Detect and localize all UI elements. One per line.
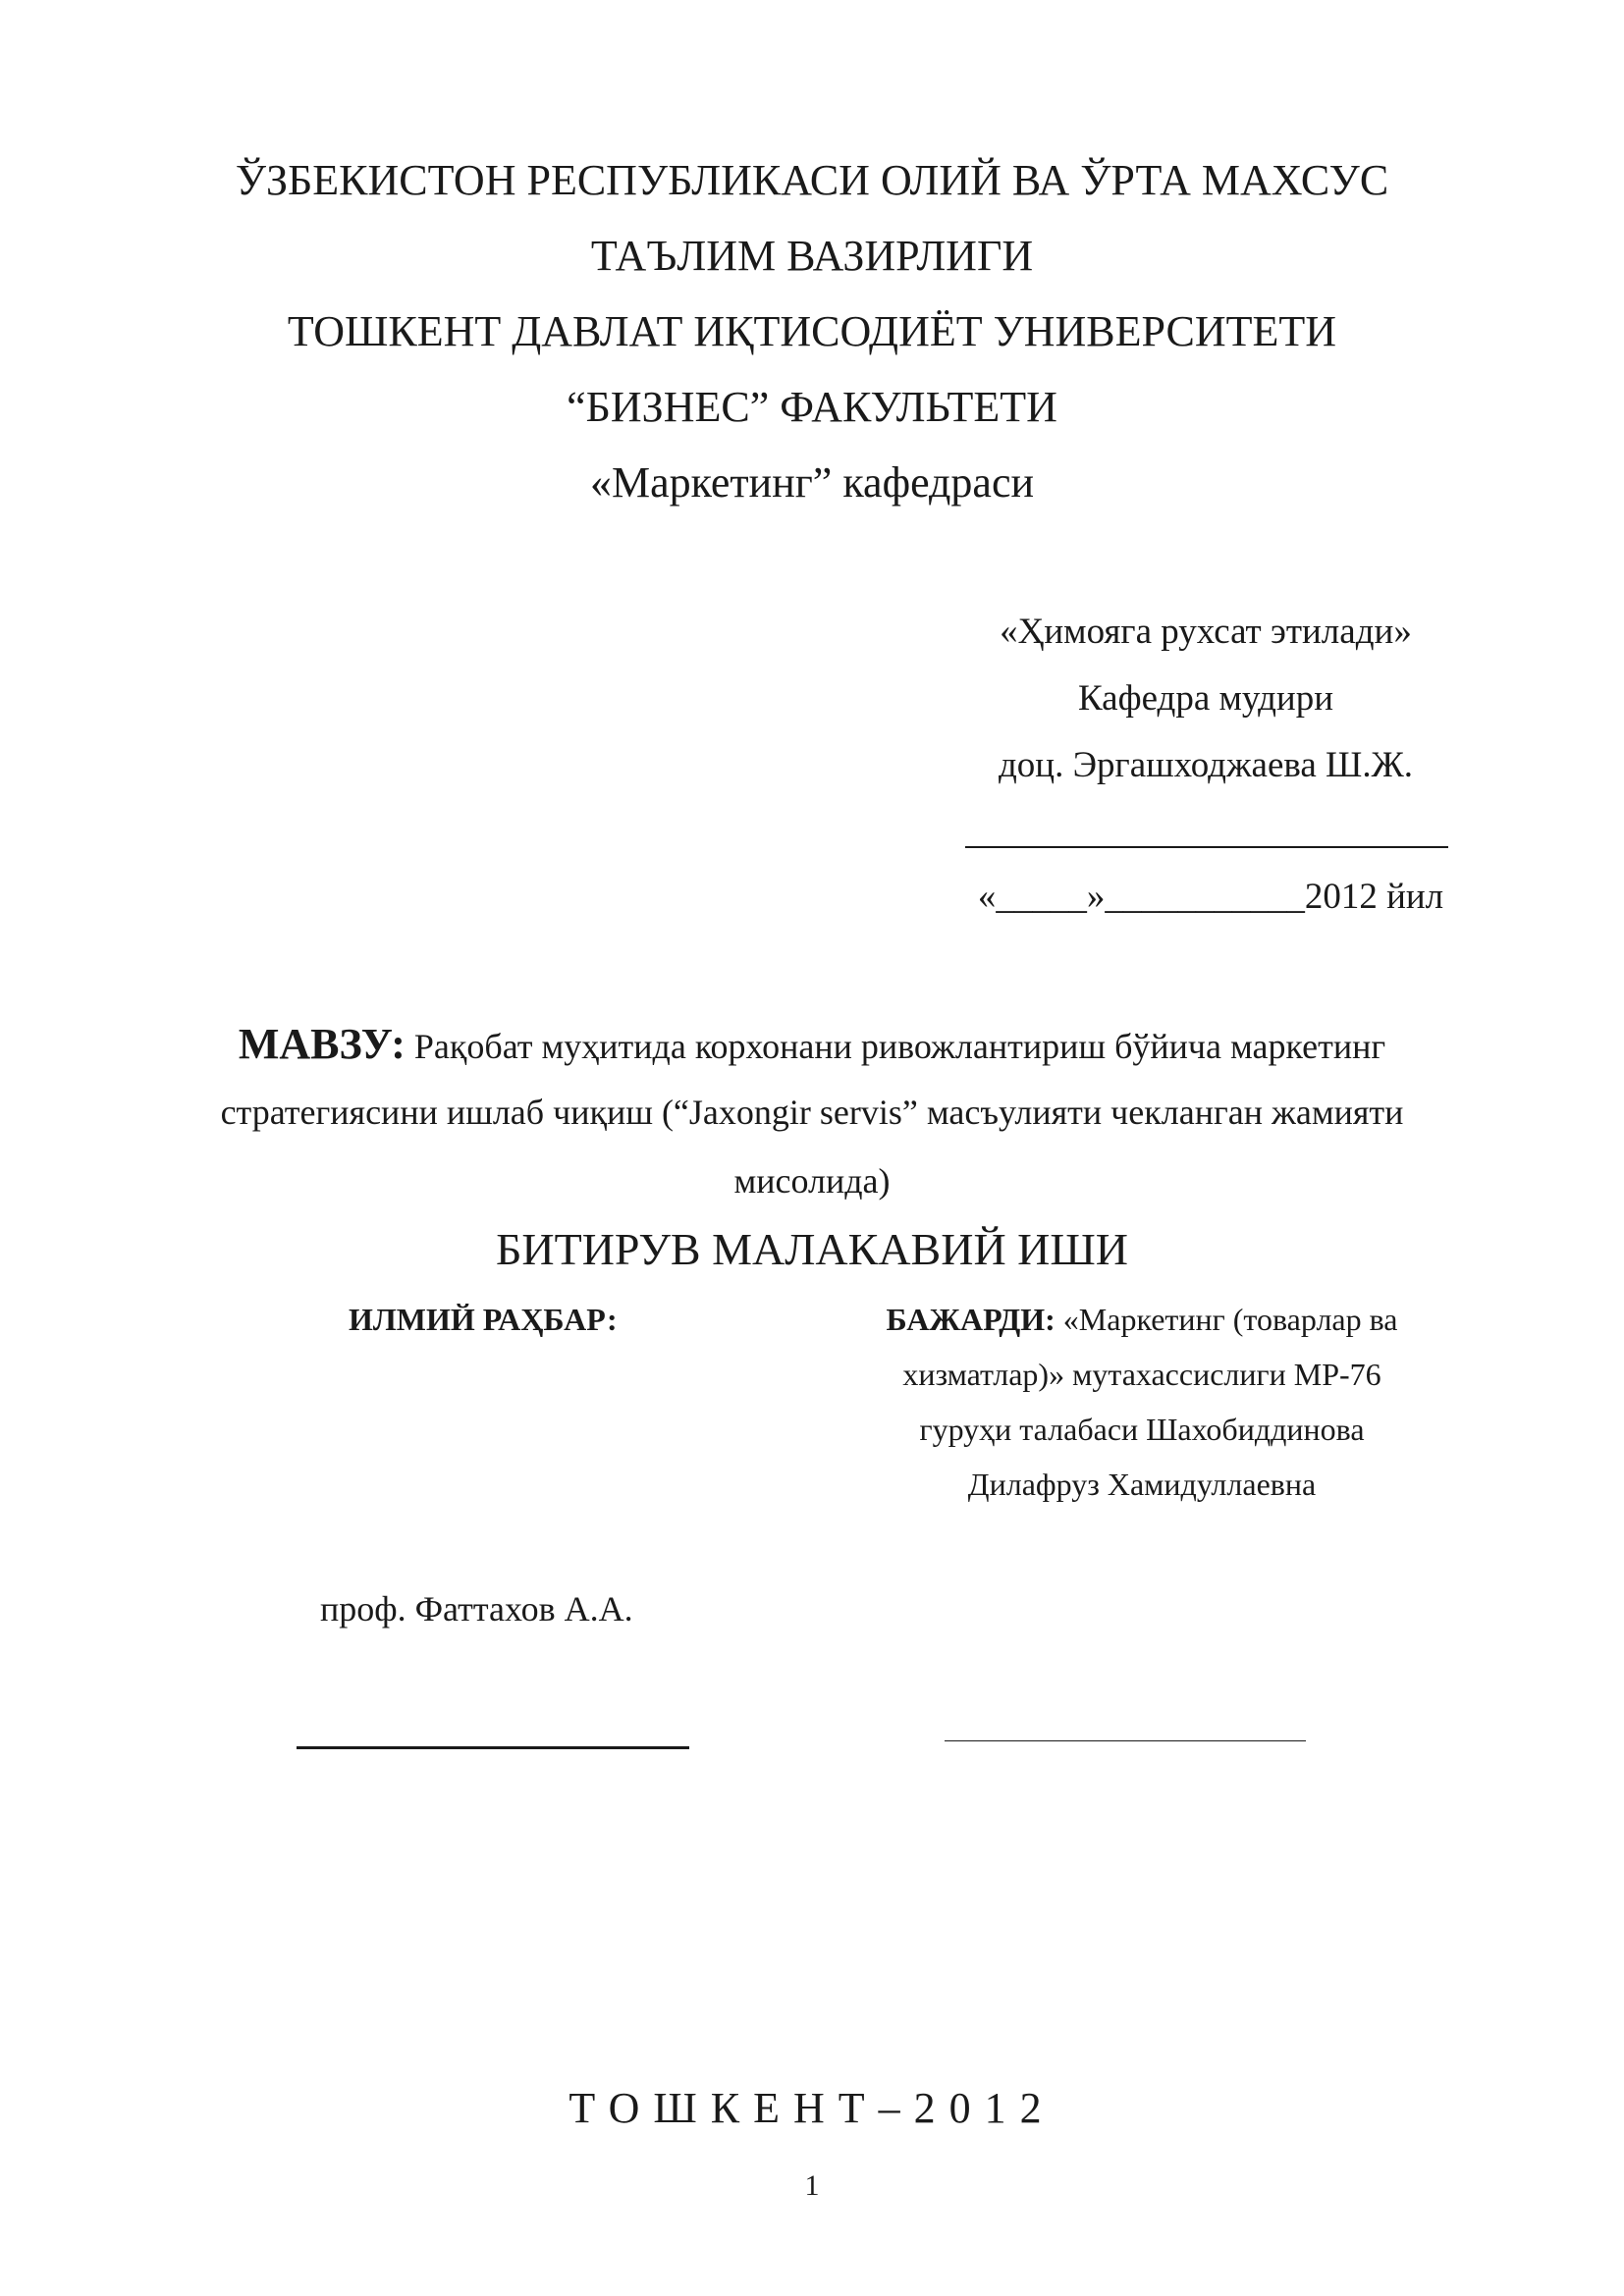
page-number: 1	[804, 2169, 820, 2202]
ministry-line-1: ЎЗБЕКИСТОН РЕСПУБЛИКАСИ ОЛИЙ ВА ЎРТА МАХСУС	[235, 156, 1389, 204]
supervisor-label: ИЛМИЙ РАҲБАР:	[349, 1302, 618, 1337]
topic-line-3: мисолида)	[733, 1161, 891, 1201]
student-text-1: «Маркетинг (товарлар ва	[1055, 1302, 1398, 1337]
city-year: ТОШКЕНТ–2012	[568, 2084, 1056, 2132]
student-line-4: Дилафруз Хамидуллаевна	[967, 1467, 1317, 1502]
approval-permission: «Ҳимояга рухсат этилади»	[1000, 612, 1412, 652]
supervisor-signature-line	[297, 1746, 689, 1749]
student-label: БАЖАРДИ:	[886, 1302, 1056, 1337]
department-name: «Маркетинг” кафедраси	[589, 458, 1035, 507]
approval-date: «_____»___________2012 йил	[977, 877, 1444, 917]
ministry-line-2: ТАЪЛИМ ВАЗИРЛИГИ	[590, 232, 1034, 280]
student-line-1	[833, 1302, 1451, 1338]
student-signature-line	[945, 1740, 1306, 1741]
topic-label: МАВЗУ:	[238, 1020, 406, 1068]
approval-department-head: Кафедра мудири	[1077, 678, 1334, 719]
approval-signature-line	[965, 846, 1448, 848]
topic-line-1	[0, 1019, 1624, 1069]
university-name: ТОШКЕНТ ДАВЛАТ ИҚТИСОДИЁТ УНИВЕРСИТЕТИ	[287, 307, 1337, 355]
faculty-name: “БИЗНЕС” ФАКУЛЬТЕТИ	[567, 383, 1057, 431]
work-title: БИТИРУВ МАЛАКАВИЙ ИШИ	[495, 1224, 1129, 1274]
approval-head-name: доц. Эргашходжаева Ш.Ж.	[998, 745, 1414, 785]
student-line-3: гуруҳи талабаси Шахобиддинова	[919, 1412, 1365, 1447]
supervisor-name: проф. Фаттахов А.А.	[320, 1589, 633, 1629]
student-line-2: хизматлар)» мутахассислиги МР-76	[902, 1357, 1381, 1392]
topic-line-2: стратегиясини ишлаб чиқиш (“Jaxongir servis” масъулияти чекланган жамияти	[220, 1093, 1404, 1132]
topic-text-1: Рақобат муҳитида корхонани ривожлантириш бўйича маркетинг	[405, 1027, 1386, 1066]
